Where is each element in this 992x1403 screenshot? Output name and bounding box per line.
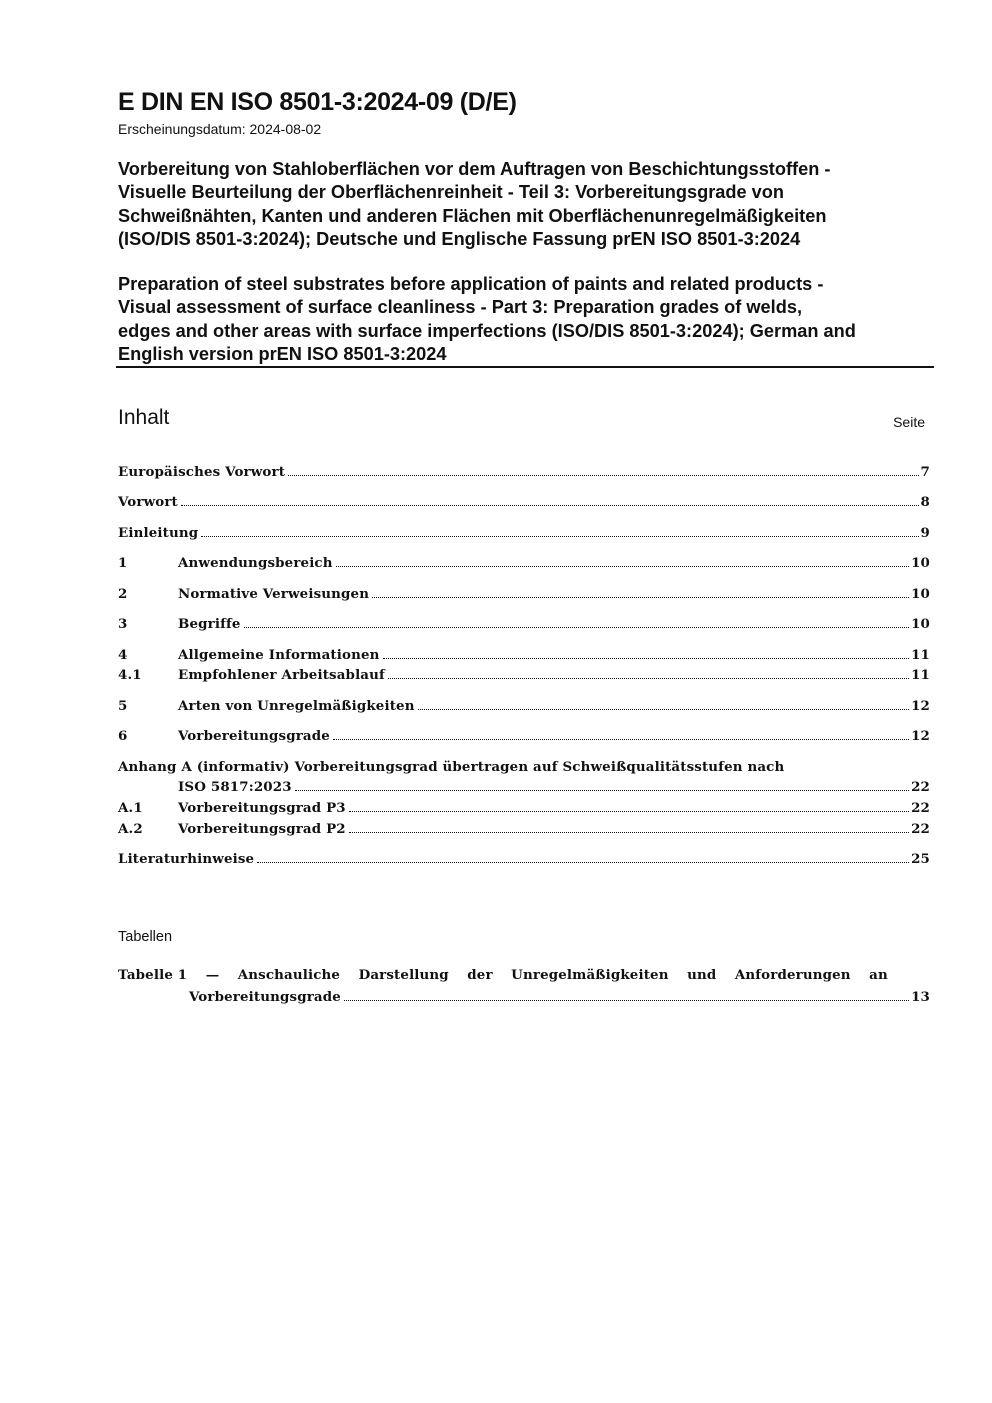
dot-leader: [344, 1000, 909, 1001]
toc-entry-number: A.2: [118, 821, 143, 837]
title-line: edges and other areas with surface imperfections (ISO/DIS 8501-3:2024); German and: [118, 320, 856, 341]
toc-entry-number: 5: [118, 698, 128, 714]
dot-leader: [333, 739, 909, 740]
toc-entry-page: 11: [911, 647, 930, 663]
toc-entry-page: 7: [920, 464, 930, 480]
toc-entry-label: Vorbereitungsgrade: [189, 989, 341, 1005]
toc-entry-label: Arten von Unregelmäßigkeiten: [178, 698, 415, 714]
toc-entry-annex-a-2[interactable]: [118, 821, 930, 841]
toc-entry-page: 22: [911, 821, 930, 837]
title-line: (ISO/DIS 8501-3:2024); Deutsche und Englische Fassung prEN ISO 8501-3:2024: [118, 228, 801, 249]
toc-entry-section-4-1[interactable]: [118, 667, 930, 687]
dot-leader: [336, 566, 909, 567]
toc-entry-label: ISO 5817:2023: [178, 779, 292, 795]
toc-entry-section-3[interactable]: [118, 616, 930, 636]
dot-leader: [257, 862, 909, 863]
toc-entry-table-1-title[interactable]: [118, 967, 888, 983]
toc-entry-page: 22: [911, 800, 930, 816]
toc-entry-section-2[interactable]: [118, 586, 930, 606]
toc-entry-number: 4: [118, 647, 128, 663]
dot-leader: [181, 505, 919, 506]
dot-leader: [288, 475, 918, 476]
toc-entry-label: Empfohlener Arbeitsablauf: [178, 667, 385, 683]
toc-entry-number: 1: [118, 555, 128, 571]
title-line: Schweißnähten, Kanten und anderen Flächen mit Oberflächenunregelmäßigkeiten: [118, 205, 827, 226]
toc-entry-page: 25: [911, 851, 930, 867]
toc-entry-page: 9: [920, 525, 930, 541]
title-divider: [116, 366, 934, 368]
toc-entry-label: Vorbereitungsgrad P3: [178, 800, 346, 816]
toc-entry-section-4[interactable]: [118, 647, 930, 667]
dot-leader: [388, 678, 909, 679]
title-line: Visuelle Beurteilung der Oberflächenreinheit - Teil 3: Vorbereitungsgrade von: [118, 182, 785, 203]
dot-leader: [244, 627, 909, 628]
title-line: English version prEN ISO 8501-3:2024: [118, 343, 447, 364]
toc-entry-label: Vorwort: [118, 494, 178, 510]
toc-entry-table-1[interactable]: [118, 989, 930, 1009]
toc-entry-number: 4.1: [118, 667, 142, 683]
title-german: [118, 158, 938, 251]
table-title-word: der: [467, 967, 493, 983]
toc-entry-page: 10: [911, 555, 930, 571]
toc-entry-label: Normative Verweisungen: [178, 586, 370, 602]
table-title-word: Tabelle 1: [118, 967, 188, 983]
dot-leader: [349, 832, 909, 833]
toc-entry-number: 2: [118, 586, 128, 602]
table-title-word: —: [205, 967, 220, 983]
toc-entry-page: 8: [920, 494, 930, 510]
toc-heading: Inhalt: [118, 406, 170, 429]
table-title-word: an: [869, 967, 888, 983]
toc-entry-annex-a-1[interactable]: [118, 800, 930, 820]
toc-entry-introduction[interactable]: [118, 525, 930, 545]
toc-entry-label: Vorbereitungsgrade: [178, 728, 330, 744]
toc-entry-label: Europäisches Vorwort: [118, 464, 286, 480]
title-line: Visual assessment of surface cleanliness - Part 3: Preparation grades of welds,: [118, 297, 802, 318]
toc-entry-section-5[interactable]: [118, 698, 930, 718]
dot-leader: [383, 658, 910, 659]
toc-entry-page: 10: [911, 616, 930, 632]
toc-page-column-label: Seite: [893, 414, 925, 430]
table-title-word: Darstellung: [358, 967, 449, 983]
toc-entry-label: Literaturhinweise: [118, 851, 255, 867]
toc-entry-number: 3: [118, 616, 128, 632]
toc-entry-label: Begriffe: [178, 616, 241, 632]
toc-entry-label: Allgemeine Informationen: [178, 647, 380, 663]
title-line: Preparation of steel substrates before application of paints and related products -: [118, 274, 824, 294]
title-line: Vorbereitung von Stahloberflächen vor dem Auftragen von Beschichtungsstoffen -: [118, 159, 831, 179]
toc-entry-page: 11: [911, 667, 930, 683]
toc-entry-foreword[interactable]: [118, 494, 930, 514]
table-title-word: und: [687, 967, 717, 983]
toc-entry-page: 12: [911, 698, 930, 714]
dot-leader: [372, 597, 909, 598]
toc-entry-page: 22: [911, 779, 930, 795]
toc-entry-european-foreword[interactable]: [118, 464, 930, 484]
dot-leader: [418, 709, 909, 710]
toc-entry-label: Einleitung: [118, 525, 199, 541]
toc-entry-number: 6: [118, 728, 128, 744]
dot-leader: [349, 811, 909, 812]
dot-leader: [201, 536, 918, 537]
toc-entry-page: 12: [911, 728, 930, 744]
toc-entry-section-6[interactable]: [118, 728, 930, 748]
table-title-word: Anforderungen: [734, 967, 851, 983]
dot-leader: [295, 790, 909, 791]
table-title-word: Anschauliche: [237, 967, 341, 983]
toc-entry-annex-a-title[interactable]: Anhang A (informativ) Vorbereitungsgrad übertragen auf Schweißqualitätsstufen nach: [118, 759, 785, 775]
publication-date: Erscheinungsdatum: 2024-08-02: [118, 121, 322, 137]
tables-heading: Tabellen: [118, 929, 173, 945]
toc-entry-page: 13: [911, 989, 930, 1005]
toc-entry-annex-a[interactable]: [118, 779, 930, 799]
toc-entry-label: Vorbereitungsgrad P2: [178, 821, 346, 837]
title-english: [118, 273, 938, 366]
table-title-word: Unregelmäßigkeiten: [511, 967, 669, 983]
toc-entry-label: Anwendungsbereich: [178, 555, 333, 571]
toc-entry-bibliography[interactable]: [118, 851, 930, 871]
toc-entry-number: A.1: [118, 800, 143, 816]
toc-entry-section-1[interactable]: [118, 555, 930, 575]
toc-entry-page: 10: [911, 586, 930, 602]
document-id: E DIN EN ISO 8501-3:2024-09 (D/E): [118, 88, 517, 116]
